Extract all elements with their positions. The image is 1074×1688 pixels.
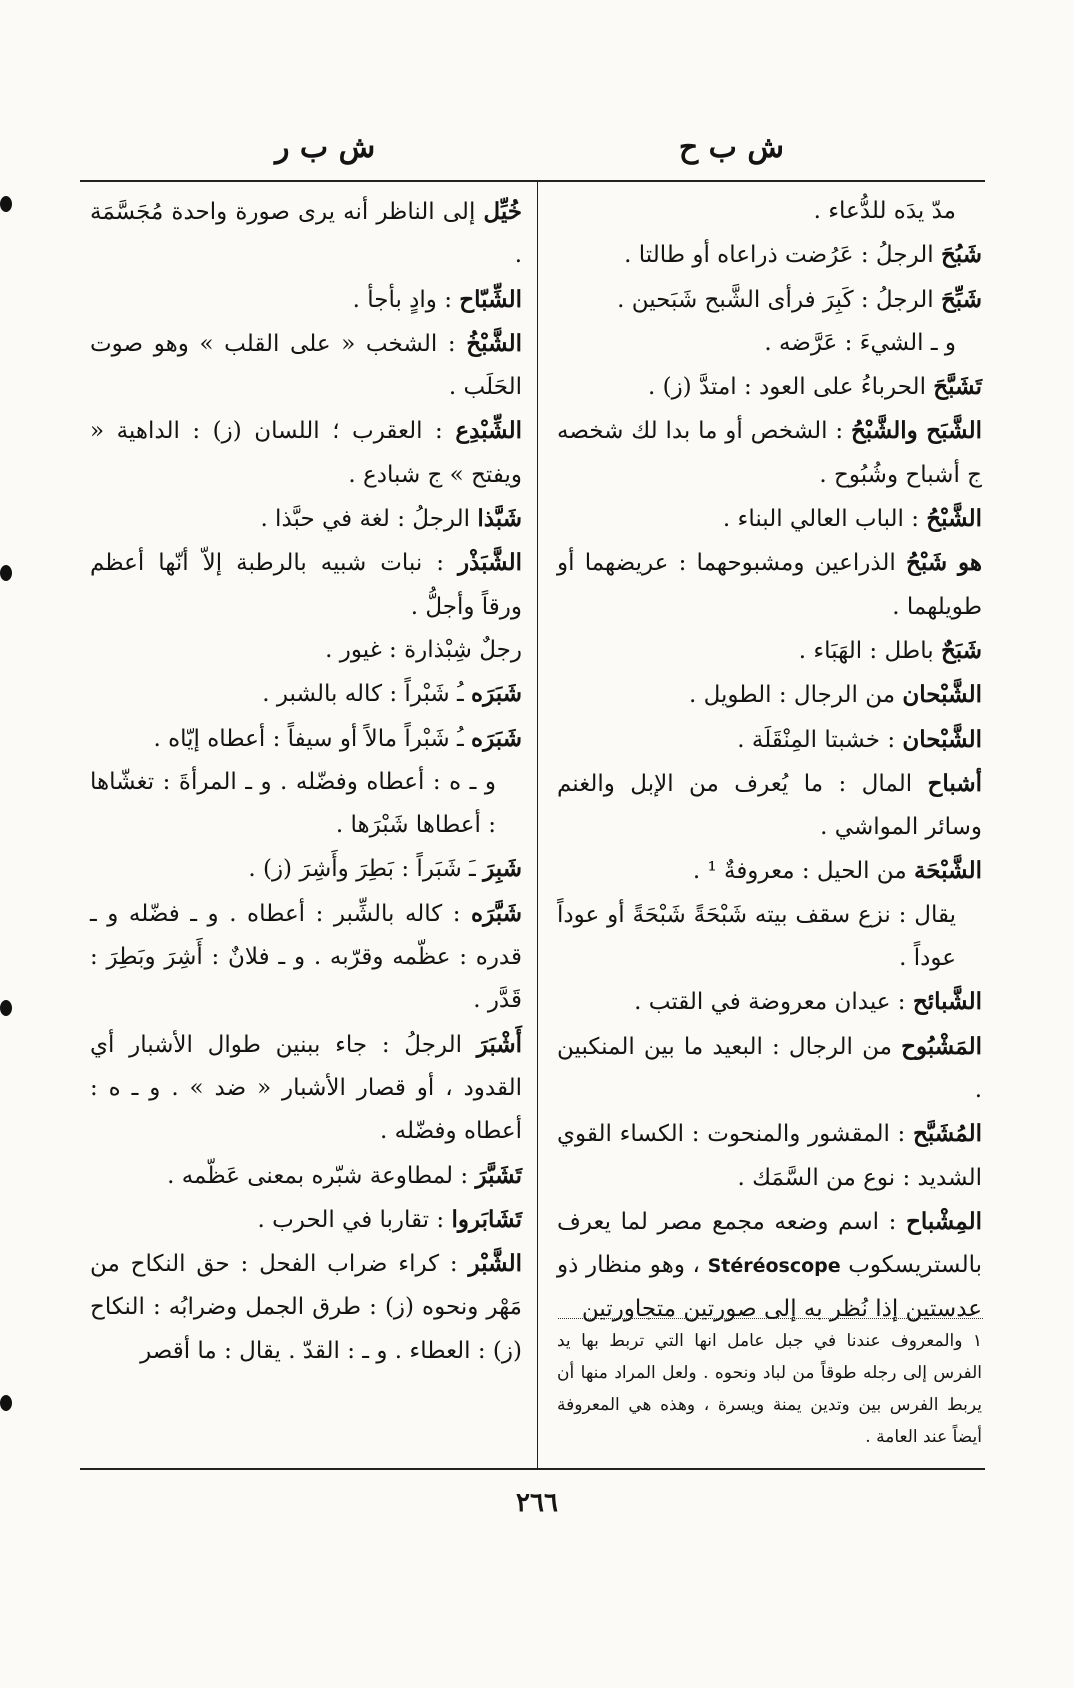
dictionary-entry (90, 190, 522, 278)
entry-definition: من الرجال : الطويل . (688, 682, 903, 709)
scan-edge-mark (0, 1395, 12, 1411)
dictionary-entry (90, 497, 522, 541)
entry-headword: الشَّبَذْر (457, 549, 522, 577)
dictionary-entry (557, 322, 982, 365)
entry-headword: خُيِّل (483, 198, 522, 225)
entry-definition: من الحيل : معروفةٌ ¹ . (692, 858, 914, 885)
entry-definition: الرجلُ : عَرُضت ذراعاه أو طالتا . (624, 242, 941, 269)
page-number: ٢٦٦ (516, 1488, 558, 1518)
entry-definition: الرجلُ : جاء ببنين طوال الأشبار أي القدود ، أو قصار الأشبار « ضد » . و ـ ه : أعطاه وفضّله . (90, 1031, 522, 1145)
left-column (90, 190, 522, 1373)
entry-definition: : المقشور والمنحوت : الكساء القوي الشديد : نوع من السَّمَك . (557, 1121, 982, 1191)
dictionary-entry (557, 541, 982, 629)
dictionary-entry (90, 278, 522, 322)
dictionary-entry (90, 1154, 522, 1198)
entry-definition: باطل : الهَبَاء . (798, 637, 941, 664)
scan-edge-mark (0, 196, 12, 212)
scan-edge-mark (0, 565, 12, 581)
entry-definition: : الشخب « على القلب » وهو صوت الحَلَب . (90, 330, 522, 401)
entry-definition: : خشبتا المِنْقَلَة . (737, 726, 903, 753)
dictionary-entry (557, 1025, 982, 1113)
dictionary-entry (557, 1200, 982, 1332)
entry-definition: الذراعين ومشبوحهما : عريضهما أو طويلهما . (557, 550, 982, 620)
latin-term: Stéréoscope (707, 1255, 841, 1278)
dictionary-entry (557, 278, 982, 322)
entry-definition: الرجلُ : لغة في حبَّذا . (260, 506, 478, 533)
entry-headword: شَبَّرَه (471, 899, 522, 927)
entry-headword: الشَّبْحُ (926, 505, 982, 533)
entry-headword: الشَّبْحان (902, 725, 982, 753)
entry-definition: : لمطاوعة شبّره بمعنى عَظّمه . (167, 1162, 476, 1189)
dictionary-entry (90, 1198, 522, 1242)
entry-definition: : تقاربا في الحرب . (257, 1206, 452, 1233)
entry-definition: : الباب العالي البناء . (722, 506, 927, 533)
column-divider (537, 182, 538, 1468)
entry-headword: المِشْباح (905, 1207, 982, 1235)
entry-definition: مدّ يدَه للدُّعاء . (813, 198, 956, 224)
dictionary-entry (557, 894, 982, 981)
entry-definition: رجلٌ شِبْذارة : غيور . (325, 636, 522, 663)
entry-definition: يقال : نزع سقف بيته شَبْحَةً شَبْحَةً أو عوداً عوداً . (557, 901, 956, 972)
entry-headword: شَبِّحَ (940, 285, 982, 313)
entry-headword: الشَّبَح والشَّبْحُ (850, 417, 982, 445)
entry-headword: الشَّبْخُ (466, 329, 522, 357)
dictionary-entry (557, 762, 982, 850)
dictionary-entry (90, 1023, 522, 1154)
entry-definition: الرجلُ : كَبِرَ فرأى الشَّبح شَبَحين . (617, 286, 941, 313)
dictionary-entry (557, 497, 982, 541)
entry-definition: و ـ الشيءَ : عَرَّضه . (764, 329, 956, 356)
entry-headword: الشَّبْحَة (913, 857, 982, 885)
entry-headword: الشَّبائح (912, 988, 982, 1016)
dictionary-entry (557, 365, 982, 409)
entry-headword: شَبُحَ (940, 241, 982, 269)
entry-headword: المَشْبُوح (901, 1032, 982, 1060)
footnote-rule (558, 1318, 983, 1319)
dictionary-entry (90, 322, 522, 410)
dictionary-entry (90, 847, 522, 891)
entry-headword: هو شَبْحُ (906, 549, 983, 577)
dictionary-entry (90, 717, 522, 761)
dictionary-entry (557, 980, 982, 1024)
entry-definition: : كاله بالشِّبر : أعطاه . و ـ فضّله و ـ قدره : عظّمه وقرّبه . و ـ فلانٌ : أَشِرَ وبَطِرَ : قَدَّر . (90, 900, 522, 1014)
dictionary-entry (557, 673, 982, 717)
dictionary-entry (90, 1242, 522, 1373)
entry-definition: : العقرب ؛ اللسان (ز) : الداهية « ويفتح » ج شبادع . (90, 418, 522, 488)
entry-headword: تَشَبَّرَ (475, 1161, 522, 1189)
top-rule (80, 180, 985, 182)
entry-headword: شَبَحٌ (940, 636, 982, 664)
entry-definition: الحرباءُ على العود : امتدَّ (ز) . (647, 374, 934, 401)
entry-headword: شَبَّذا (477, 505, 522, 533)
entry-definition: : الشخص أو ما بدا لك شخصه ج أشباح وشُبُوح . (557, 418, 982, 488)
dictionary-entry (557, 718, 982, 762)
entry-headword: أَشْبَرَ (476, 1030, 522, 1058)
entry-definition: إلى الناظر أنه يرى صورة واحدة مُجَسَّمَة . (90, 199, 522, 269)
right-column-heading: ش ب ح (678, 130, 784, 165)
dictionary-entry (90, 409, 522, 497)
entry-definition: ـُ شَبْراً : كاله بالشبر . (262, 681, 472, 708)
bottom-rule (80, 1468, 985, 1470)
right-column (557, 190, 982, 1332)
entry-headword: تَشَابَروا (451, 1205, 522, 1233)
dictionary-entry (557, 233, 982, 277)
entry-headword: الشِّبْدِع (455, 417, 522, 445)
dictionary-entry (90, 541, 522, 629)
dictionary-entry (90, 672, 522, 716)
entry-headword: شَبَرَه (471, 680, 522, 708)
entry-headword: الشَّبْر (468, 1250, 522, 1278)
entry-definition: : نبات شبيه بالرطبة إلاّ أنّها أعظم ورقاً وأجلُّ . (90, 550, 522, 620)
dictionary-entry (557, 629, 982, 673)
left-column-heading: ش ب ر (275, 130, 376, 165)
entry-headword: شَبَرَه (471, 724, 522, 752)
footnote: ١ والمعروف عندنا في جبل عامل انها التي تربط بها يد الفرس إلى رجله طوقاً من لباد ونحوه . ولعل المراد منها أن يربط الفرس بين وتدين يمنة ويسرة ، وهذه هي المعروفة أيضاً عند العامة . (557, 1331, 982, 1447)
entry-definition: و ـ ه : أعطاه وفضّله . و ـ المرأةَ : تغشّاها : أعطاها شَبْرَها . (90, 768, 496, 839)
entry-definition-continued: ، وهو منظار ذو عدستين إذا نُظر به إلى صورتين متجاورتين (557, 1252, 982, 1323)
entry-definition: المال : ما يُعرف من الإبل والغنم وسائر المواشي . (557, 770, 982, 841)
dictionary-entry (557, 190, 982, 233)
scan-edge-mark (0, 1000, 12, 1016)
entry-definition: : وادٍ بأجأ . (352, 286, 460, 313)
entry-headword: تَشَبَّحَ (933, 373, 982, 401)
entry-headword: المُشَبَّح (913, 1120, 982, 1148)
dictionary-entry (557, 849, 982, 893)
entry-definition: ـُ شَبْراً مالاً أو سيفاً : أعطاه إيّاه . (153, 725, 472, 752)
entry-definition: : اسم وضعه مجمع مصر لما يعرف بالستريسكوب (557, 1208, 982, 1279)
dictionary-entry (90, 892, 522, 1023)
dictionary-entry (90, 629, 522, 672)
entry-definition: : عيدان معروضة في القتب . (634, 989, 913, 1016)
dictionary-entry (90, 761, 522, 848)
entry-headword: الشِّبّاح (459, 285, 522, 313)
page-header (0, 120, 1074, 170)
entry-definition: من الرجال : البعيد ما بين المنكبين . (557, 1033, 982, 1103)
entry-headword: أشباح (927, 769, 982, 797)
entry-headword: الشَّبْحان (902, 681, 982, 709)
entry-headword: شَبِرَ (483, 855, 522, 883)
entry-definition: ـَ شَبَراً : بَطِرَ وأَشِرَ (ز) . (248, 856, 484, 883)
dictionary-entry (557, 409, 982, 497)
entry-definition: : كراء ضراب الفحل : حق النكاح من مَهْر ونحوه (ز) : طرق الجمل وضرابُه : النكاح (ز) : العطاء . و ـ : القدّ . يقال : ما أقصر (90, 1251, 522, 1364)
dictionary-entry (557, 1112, 982, 1200)
